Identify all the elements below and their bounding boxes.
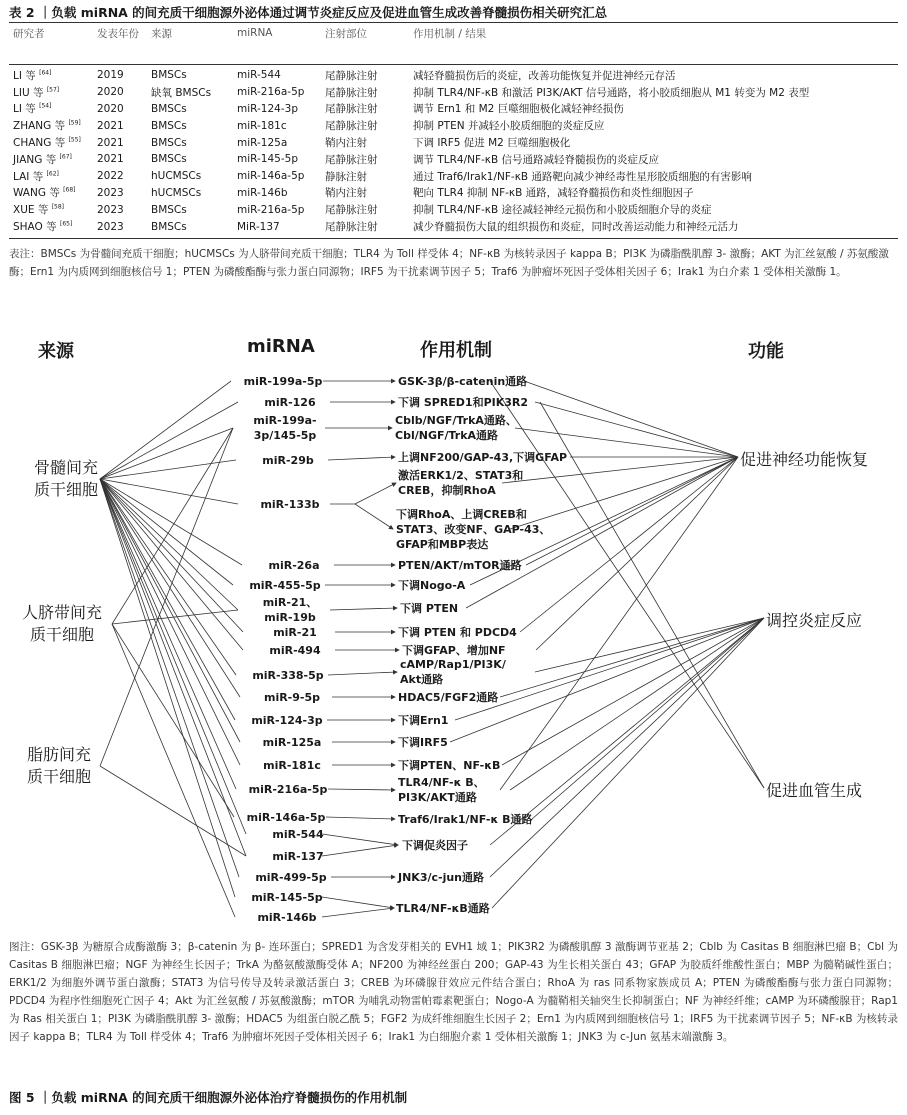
mechanism-cell: 下调 IRF5 促进 M2 巨噬细胞极化: [413, 137, 571, 150]
reference-mark: [68]: [63, 186, 76, 194]
reference-mark: [67]: [59, 153, 72, 161]
mechanism-cell: 抑制 PTEN 并减轻小胶质细胞的炎症反应: [413, 120, 605, 133]
site-cell: 尾静脉注射: [325, 120, 378, 133]
year-cell: 2022: [97, 170, 124, 183]
site-cell: 鞘内注射: [325, 137, 367, 150]
connector-line: [490, 381, 764, 788]
mirna-cell: miR-181c: [237, 119, 287, 132]
connector-line: [100, 479, 235, 897]
mechanism-cell: 抑制 TLR4/NF-κB 和激活 PI3K/AKT 信号通路，将小胶质细胞从 M1 转变为 M2 表型: [413, 86, 810, 99]
mechanism-cell: 减轻脊髓损伤后的炎症，改善功能恢复并促进神经元存活: [413, 69, 676, 82]
table-header-cell: 作用机制 / 结果: [413, 27, 487, 40]
mirna-cell: miR-124-3p: [237, 102, 298, 115]
connector-line: [100, 428, 233, 766]
mechanism-label: JNK3/c-jun通路: [398, 870, 485, 884]
connector-line: [492, 618, 764, 908]
mechanism-label: HDAC5/FGF2通路: [398, 690, 499, 704]
mirna-label: miR-544: [272, 827, 324, 841]
mechanism-label: 下调PTEN、NF-κB: [398, 758, 501, 772]
mirna-label: miR-126: [264, 395, 316, 409]
year-cell: 2023: [97, 186, 124, 199]
source-cell: BMSCs: [151, 203, 187, 216]
table-row: [9, 67, 898, 84]
mechanism-cell: 通过 Traf6/Irak1/NF-κB 通路靶向减少神经毒性星形胶质细胞的有害影响: [413, 170, 752, 183]
author-cell: LI 等 [64]: [13, 69, 52, 82]
year-cell: 2020: [97, 86, 124, 99]
connector-line: [100, 479, 240, 742]
study-table-body: [9, 67, 898, 235]
connector-line: [100, 479, 236, 675]
connector-line: [100, 479, 235, 720]
function-label: 促进神经功能恢复: [740, 450, 869, 469]
mechanism-label: TLR4/NF-κB通路: [396, 901, 490, 915]
mirna-label: miR-181c: [263, 758, 321, 772]
reference-mark: [55]: [68, 136, 81, 144]
mirna-cell: miR-544: [237, 69, 281, 82]
function-label: 调控炎症反应: [766, 611, 863, 630]
connector-line: [112, 624, 234, 817]
table-note: 表注：BMSCs 为骨髓间充质干细胞；hUCMSCs 为人脐带间充质干细胞；TLR4 为 Toll 样受体 4；NF-κB 为核转录因子 kappa B；PI3K 为磷脂酰肌醇 3- 激酶；AKT 为汇丝氨酸 / 苏氨酸激酶；Ern1 为内质网到细胞核信号 1；PTEN 为磷酸酯酶与张力蛋白同源物；IRF5 为干扰素调节因子 5；Traf6 为肿瘤坏死因子受体相关因子 6；Irak1 为白介素 1 受体相关激酶 1。: [9, 248, 889, 278]
reference-mark: [58]: [51, 203, 65, 211]
connector-line: [100, 428, 233, 479]
reference-mark: [54]: [39, 102, 52, 110]
table-header-rule: [9, 64, 898, 65]
mechanism-label: 上调NF200/GAP-43,下调GFAP: [398, 450, 568, 464]
mirna-label: miR-499-5p: [255, 870, 327, 884]
year-cell: 2020: [97, 102, 124, 115]
table-header-row: [9, 24, 898, 42]
mirna-label: miR-338-5p: [252, 668, 324, 682]
source-cell: 缺氧 BMSCs: [151, 86, 212, 99]
connector-line: [535, 618, 764, 672]
connector-line: [500, 618, 764, 697]
year-cell: 2021: [97, 153, 124, 166]
table-row: [9, 218, 898, 235]
mechanism-label: 下调 PTEN: [400, 601, 459, 615]
table-bottom-rule: [9, 238, 898, 239]
author-cell: LIU 等 [57]: [13, 86, 60, 99]
mechanism-label: 下调IRF5: [398, 735, 448, 749]
author-cell: LI 等 [54]: [13, 102, 52, 116]
table-header-cell: miRNA: [237, 27, 273, 39]
mirna-cell: miR-146b: [237, 186, 288, 199]
source-cell: BMSCs: [151, 102, 187, 115]
mirna-cell: miR-216a-5p: [237, 86, 305, 99]
mirna-label: miR-216a-5p: [248, 782, 328, 796]
mirna-cell: miR-146a-5p: [237, 170, 305, 183]
reference-mark: [64]: [39, 69, 52, 77]
connector-line: [100, 479, 236, 789]
connector-line: [490, 618, 764, 877]
mirna-label: miR-199a- 3p/145-5p: [253, 414, 317, 442]
year-cell: 2021: [97, 136, 124, 149]
table-row: [9, 101, 898, 118]
header-mirna: miRNA: [247, 336, 315, 357]
table-row: [9, 201, 898, 218]
figure-note: 图注：GSK-3β 为糖原合成酶激酶 3；β-catenin 为 β- 连环蛋白；SPRED1 为含发芽相关的 EVH1 域 1；PIK3R2 为磷酸肌醇 3 激酶调节亚基 2；Cblb 为 Casitas B 细胞淋巴瘤 B；Cbl 为 Casitas B 细胞淋巴瘤；NGF 为神经生长因子；TrkA 为酪氨酸激酶受体 A；NF200 为神经丝蛋白 200；GAP-43 为生长相关蛋白 43；GFAP 为胶质纤维酸性蛋白；MBP 为髓鞘碱性蛋白；ERK1/2 为细胞外调节蛋白激酶；STAT3 为信号传导及转录激活蛋白 3；CREB 为环磷腺苷效应元件结合蛋白；RhoA 为 ras 同系物家族成员 A；PTEN 为磷酸酯酶与张力蛋白同源物；PDCD4 为程序性细胞死亡因子 4；Akt 为汇丝氨酸 / 苏氨酸激酶；mTOR 为哺乳动物雷帕霉素靶蛋白；Nogo-A 为髓鞘相关轴突生长抑制蛋白；NF 为神经纤维；cAMP 为环磷酸腺苷；Rap1 为 Ras 相关蛋白 1；PI3K 为磷脂酰肌醇 3- 激酶；HDAC5 为组蛋白脱乙酰 5；FGF2 为成纤维细胞生长因子 2；Ern1 为内质网到细胞核信号 1；IRF5 为干扰素调节因子 5；NF-κB 为核转录因子 kappa B；TLR4 为 Toll 样受体 4；Traf6 为肿瘤坏死因子受体相关因子 6；Irak1 为白细胞介素 1 受体相关激酶 1；JNK3 为 c-Jun 氨基末端激酶 3。: [9, 941, 898, 1043]
connector-line: [100, 460, 236, 479]
connector-line: [100, 479, 246, 834]
mirna-cell: MiR-137: [237, 220, 280, 233]
mechanism-label: 下调RhoA、上调CREB和 STAT3、改变NF、GAP-43、 GFAP和MBP表达: [396, 507, 551, 551]
mirna-label: miR-494: [269, 643, 321, 657]
source-cell: hUCMSCs: [151, 170, 202, 183]
figure-caption: 图 5 ｜负载 miRNA 的间充质干细胞源外泌体治疗脊髓损伤的作用机制: [9, 1090, 408, 1105]
connector-line: [100, 381, 231, 479]
mechanism-cell: 减少脊髓损伤大鼠的组织损伤和炎症，同时改善运动能力和神经元活力: [413, 221, 739, 234]
connector-line: [526, 457, 738, 565]
author-cell: ZHANG 等 [59]: [13, 119, 81, 133]
source-label: 人脐带间充 质干细胞: [21, 603, 102, 644]
source-cell: BMSCs: [151, 69, 187, 82]
author-cell: WANG 等 [68]: [13, 186, 76, 200]
connector-line: [100, 479, 239, 877]
connector-line: [536, 457, 738, 650]
table-caption: 表 2 ｜负载 miRNA 的间充质干细胞源外泌体通过调节炎症反应及促进血管生成改善脊髓损伤相关研究汇总: [9, 5, 608, 20]
source-label: 脂肪间充 质干细胞: [26, 745, 91, 786]
year-cell: 2021: [97, 119, 124, 132]
mirna-label: miR-455-5p: [249, 578, 321, 592]
connector-line: [510, 618, 764, 790]
mechanism-label: 下调 SPRED1和PIK3R2: [398, 395, 529, 409]
mirna-label: miR-21、 miR-19b: [262, 596, 318, 624]
connector-line: [540, 402, 764, 788]
mechanism-label: 下调Nogo-A: [398, 578, 466, 592]
source-label: 骨髓间充 质干细胞: [33, 458, 98, 499]
mirna-label: miR-9-5p: [263, 690, 320, 704]
table-row: [9, 168, 898, 185]
source-cell: BMSCs: [151, 119, 187, 132]
reference-mark: [62]: [46, 170, 59, 178]
table-row: [9, 185, 898, 202]
mechanism-label: GSK-3β/β-catenin通路: [398, 374, 528, 388]
author-cell: SHAO 等 [65]: [13, 220, 73, 234]
author-cell: CHANG 等 [55]: [13, 136, 81, 150]
site-cell: 尾静脉注射: [325, 221, 378, 234]
mechanism-label: 下调促炎因子: [402, 838, 468, 852]
mechanism-label: cAMP/Rap1/PI3K/ Akt通路: [400, 658, 506, 686]
connector-line: [100, 479, 246, 856]
mechanism-cell: 抑制 TLR4/NF-κB 途径减轻神经元损伤和小胶质细胞介导的炎症: [413, 204, 712, 217]
site-cell: 静脉注射: [325, 170, 367, 183]
study-table: [9, 24, 898, 42]
mirna-cell: miR-145-5p: [237, 153, 298, 166]
author-cell: JIANG 等 [67]: [13, 153, 72, 166]
header-mechanism: 作用机制: [420, 340, 492, 361]
header-source: 来源: [38, 341, 74, 362]
mechanism-label: Cblb/NGF/TrkA通路、 Cbl/NGF/TrkA通路: [395, 414, 517, 442]
site-cell: 尾静脉注射: [325, 103, 378, 116]
mirna-label: miR-137: [272, 849, 324, 863]
site-cell: 尾静脉注射: [325, 153, 378, 166]
table-row: [9, 151, 898, 168]
author-cell: XUE 等 [58]: [13, 203, 65, 217]
function-label: 促进血管生成: [766, 781, 863, 800]
mirna-cell: miR-216a-5p: [237, 203, 305, 216]
mechanism-label: 下调 PTEN 和 PDCD4: [398, 625, 517, 639]
mechanism-label: 下调Ern1: [398, 713, 449, 727]
mechanism-label: PTEN/AKT/mTOR通路: [398, 558, 522, 572]
reference-mark: [57]: [46, 86, 60, 94]
connector-line: [100, 766, 246, 856]
author-cell: LAI 等 [62]: [13, 170, 59, 183]
mirna-cell: miR-125a: [237, 136, 288, 149]
connector-line: [532, 618, 764, 819]
table-header-cell: 研究者: [13, 27, 45, 40]
mirna-label: miR-21: [273, 625, 317, 639]
table-row: [9, 134, 898, 151]
source-cell: hUCMSCs: [151, 186, 202, 199]
mechanism-cell: 调节 Ern1 和 M2 巨噬细胞极化减轻神经损伤: [413, 103, 624, 116]
mechanism-cell: 调节 TLR4/NF-κB 信号通路减轻脊髓损伤的炎症反应: [413, 153, 660, 166]
table-row: [9, 117, 898, 134]
mirna-label: miR-146a-5p: [246, 810, 326, 824]
mirna-label: miR-125a: [262, 735, 322, 749]
mirna-label: miR-146b: [257, 910, 317, 924]
table-header-cell: 发表年份: [97, 27, 139, 40]
mirna-label: miR-145-5p: [251, 890, 323, 904]
year-cell: 2019: [97, 69, 124, 82]
site-cell: 尾静脉注射: [325, 86, 378, 99]
mirna-label: miR-124-3p: [251, 713, 323, 727]
connector-line: [524, 381, 738, 457]
year-cell: 2023: [97, 203, 124, 216]
mirna-label: miR-133b: [260, 497, 320, 511]
source-cell: BMSCs: [151, 136, 187, 149]
header-function: 功能: [748, 341, 784, 362]
site-cell: 尾静脉注射: [325, 69, 378, 82]
mechanism-label: 激活ERK1/2、STAT3和 CREB，抑制RhoA: [398, 469, 524, 497]
table-header-cell: 来源: [151, 27, 172, 40]
year-cell: 2023: [97, 220, 124, 233]
mechanism-label: TLR4/NF-κ B、 PI3K/AKT通路: [398, 776, 485, 804]
reference-mark: [59]: [68, 119, 81, 127]
table-header-cell: 注射部位: [325, 27, 367, 40]
source-cell: BMSCs: [151, 153, 187, 166]
table-row: [9, 84, 898, 101]
mechanism-cell: 靶向 TLR4 抑制 NF-κB 通路，减轻脊髓损伤和炎性细胞因子: [413, 187, 694, 200]
mechanism-label: Traf6/Irak1/NF-κ B通路: [398, 812, 533, 826]
connector-line: [100, 479, 240, 765]
source-cell: BMSCs: [151, 220, 187, 233]
reference-mark: [65]: [60, 220, 73, 228]
connector-arrow: [355, 483, 396, 504]
connector-arrow: [355, 504, 393, 529]
mirna-label: miR-26a: [268, 558, 320, 572]
mechanism-label: 下调GFAP、增加NF: [402, 643, 506, 657]
site-cell: 尾静脉注射: [325, 204, 378, 217]
site-cell: 鞘内注射: [325, 187, 367, 200]
connector-line: [520, 457, 738, 632]
mirna-label: miR-29b: [262, 453, 314, 467]
table-top-rule: [9, 22, 898, 23]
connector-line: [100, 479, 233, 585]
mirna-label: miR-199a-5p: [243, 374, 323, 388]
